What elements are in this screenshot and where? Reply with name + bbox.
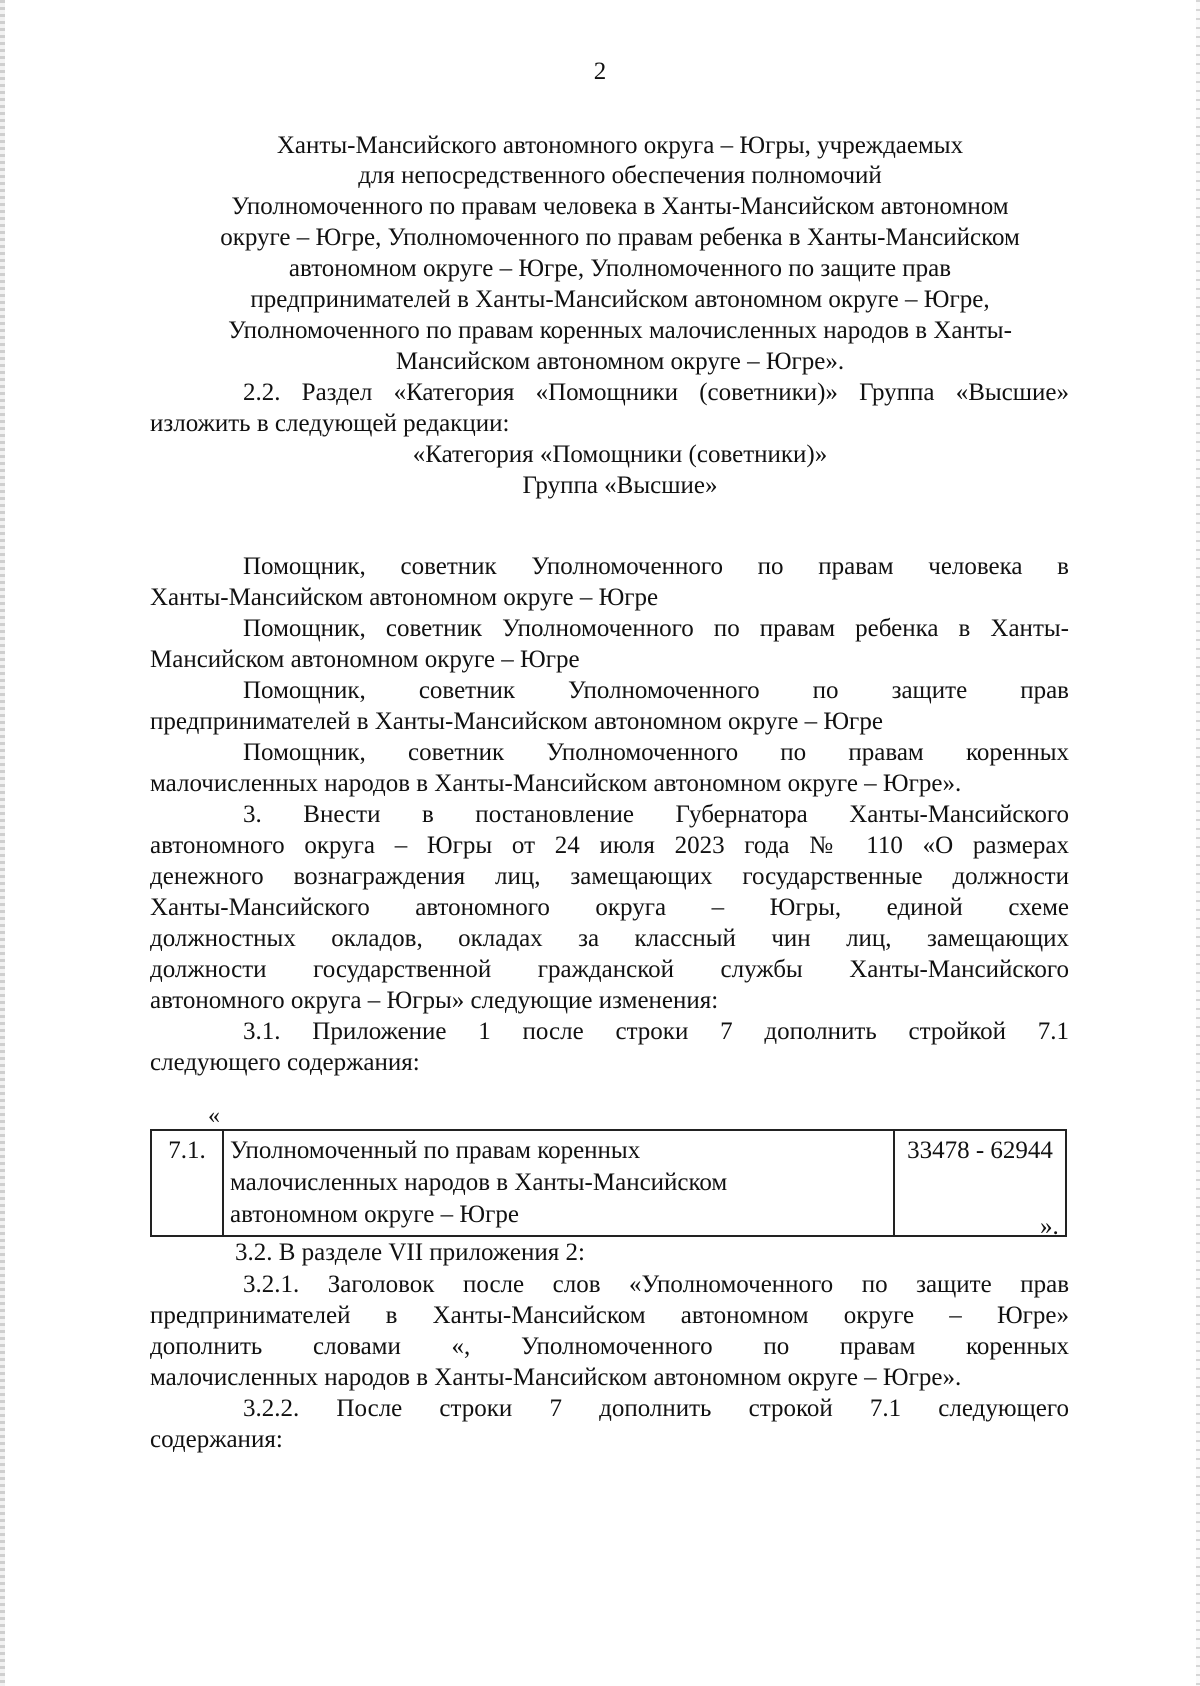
scan-edge-left [0, 0, 5, 1686]
paragraph-3-2-1-line: 3.2.1. Заголовок после слов «Уполномоченного по защите прав [243, 1271, 1069, 1298]
heading-line: предпринимателей в Ханты-Мансийском автономном округе – Югре, [250, 286, 990, 313]
paragraph-3-line: автономного округа – Югры от 24 июля 2023 года № 110 «О размерах [150, 832, 1069, 859]
paragraph-2-2-line: 2.2. Раздел «Категория «Помощники (советники)» Группа «Высшие» [243, 379, 1069, 406]
paragraph-3-line: Ханты-Мансийского автономного округа – Югры, единой схеме [150, 894, 1069, 921]
amendment-table [150, 1129, 1067, 1237]
scan-edge-right [1196, 0, 1200, 1686]
paragraph-3-line: должностных окладов, окладах за классный чин лиц, замещающих [150, 925, 1069, 952]
row-title-line: малочисленных народов в Ханты-Мансийском [230, 1169, 728, 1196]
paragraph-3-2-1-line: предпринимателей в Ханты-Мансийском автономном округе – Югре» [150, 1302, 1069, 1329]
paragraph-3-line: должности государственной гражданской службы Ханты-Мансийского [150, 956, 1069, 983]
heading-line: Уполномоченного по правам человека в Ханты-Мансийском автономном [231, 193, 1009, 220]
paragraph-3-2-1-line: дополнить словами «, Уполномоченного по правам коренных [150, 1333, 1069, 1360]
page-number: 2 [593, 58, 607, 85]
paragraph-3-line: денежного вознаграждения лиц, замещающих государственные должности [150, 863, 1069, 890]
table-row [151, 1130, 1066, 1236]
assistant-entrepreneurs-cont: предпринимателей в Ханты-Мансийском автономном округе – Югре [150, 708, 883, 735]
assistant-indigenous-cont: малочисленных народов в Ханты-Мансийском автономном округе – Югре». [150, 770, 962, 797]
quote-open: « [208, 1103, 220, 1129]
row-title [223, 1130, 894, 1236]
row-title-line: автономном округе – Югре [230, 1201, 519, 1228]
group-title: Группа «Высшие» [522, 472, 718, 499]
heading-line: Ханты-Мансийского автономного округа – Югры, учреждаемых [276, 132, 964, 159]
assistant-entrepreneurs: Помощник, советник Уполномоченного по защите прав [243, 677, 1069, 704]
assistant-child-rights-cont: Мансийском автономном округе – Югре [150, 646, 580, 673]
paragraph-3-1-line: 3.1. Приложение 1 после строки 7 дополнить стройкой 7.1 [243, 1018, 1069, 1045]
paragraph-3-2: 3.2. В разделе VII приложения 2: [235, 1239, 585, 1266]
paragraph-3-line: 3. Внести в постановление Губернатора Ханты-Мансийского [243, 801, 1069, 828]
heading-line: Мансийском автономном округе – Югре». [395, 348, 845, 375]
paragraph-2-2-line: изложить в следующей редакции: [150, 410, 510, 437]
paragraph-3-2-2-line: 3.2.2. После строки 7 дополнить строкой 7.1 следующего [243, 1395, 1069, 1422]
row-title-line: Уполномоченный по правам коренных [230, 1137, 641, 1164]
row-number: 7.1. [151, 1130, 223, 1236]
assistant-human-rights: Помощник, советник Уполномоченного по правам человека в [243, 553, 1069, 580]
heading-line: округе – Югре, Уполномоченного по правам ребенка в Ханты-Мансийском [220, 224, 1020, 251]
heading-line: Уполномоченного по правам коренных малочисленных народов в Ханты- [228, 317, 1012, 344]
assistant-human-rights-cont: Ханты-Мансийском автономном округе – Югре [150, 584, 659, 611]
assistant-child-rights: Помощник, советник Уполномоченного по правам ребенка в Ханты- [243, 615, 1069, 642]
paragraph-3-2-2-line: содержания: [150, 1426, 283, 1453]
paragraph-3-line: автономного округа – Югры» следующие изменения: [150, 987, 719, 1014]
heading-line: для непосредственного обеспечения полномочий [358, 162, 882, 189]
quote-close: ». [1040, 1213, 1059, 1240]
row-salary-range: 33478 - 62944 [894, 1130, 1066, 1236]
paragraph-3-1-line: следующего содержания: [150, 1049, 420, 1076]
assistant-indigenous: Помощник, советник Уполномоченного по правам коренных [243, 739, 1069, 766]
category-title: «Категория «Помощники (советники)» [412, 441, 828, 468]
paragraph-3-2-1-line: малочисленных народов в Ханты-Мансийском автономном округе – Югре». [150, 1364, 962, 1391]
heading-line: автономном округе – Югре, Уполномоченного по защите прав [288, 255, 952, 282]
